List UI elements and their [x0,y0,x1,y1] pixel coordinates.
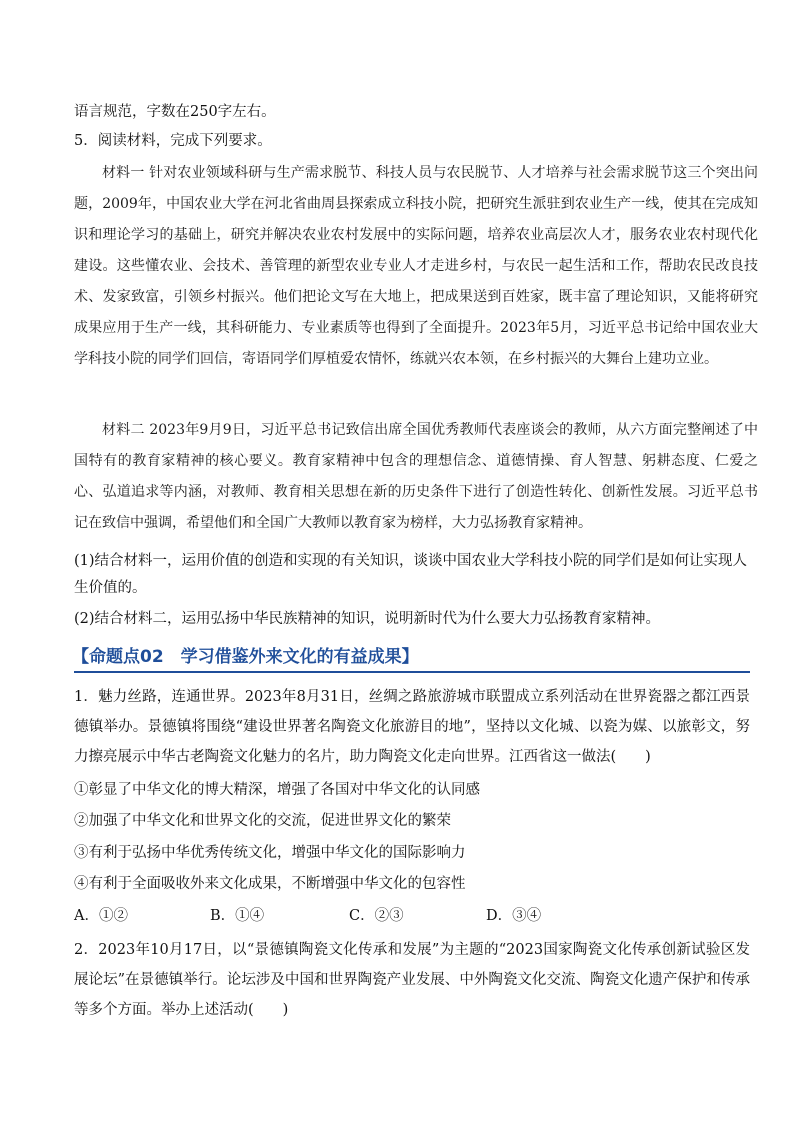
option-d[interactable]: D．③④ [486,908,542,924]
item-1-stem: 1．魅力丝路，连通世界。2023年8月31日，丝绸之路旅游城市联盟成立系列活动在世界瓷器之都江西景德镇举办。景德镇将围绕“建设世界著名陶瓷文化旅游目的地”，坚持以文化城、以瓷为媒、以旅彰文，努力擦亮展示中华古老陶瓷文化魅力的名片，助力陶瓷文化走向世界。江西省这一做法( ) [74,689,750,765]
material-one: 材料一 针对农业领域科研与生产需求脱节、科技人员与农民脱节、人才培养与社会需求脱节这三个突出问题，2009年，中国农业大学在河北省曲周县探索成立科技小院，把研究生派驻到农业生产一线，使其在完成知识和理论学习的基础上，研究并解决农业农村发展中的实际问题，培养农业高层次人才，服务农业农村现代化建设。这些懂农业、会技术、善管理的新型农业专业人才走进乡村，与农民一起生活和工作，帮助农民改良技术、发家致富，引领乡村振兴。他们把论文写在大地上，把成果送到百姓家，既丰富了理论知识，又能将研究成果应用于生产一线，其科研能力、专业素质等也得到了全面提升。2023年5月，习近平总书记给中国农业大学科技小院的同学们回信，寄语同学们厚植爱农情怀，练就兴农本领，在乡村振兴的大舞台上建功立业。 [74,165,758,367]
item-1-statement-4: ④有利于全面吸收外来文化成果，不断增强中华文化的包容性 [74,876,466,892]
option-c[interactable]: C．②③ [349,908,404,924]
item-1-statement-2: ②加强了中华文化和世界文化的交流，促进世界文化的繁荣 [74,813,451,829]
option-a[interactable]: A．①② [74,908,128,924]
question-5-part-2: (2)结合材料二，运用弘扬中华民族精神的知识，说明新时代为什么要大力弘扬教育家精神。 [74,611,661,627]
previous-question-tail: 语言规范，字数在250字左右。 [74,104,276,120]
item-1-statement-3: ③有利于弘扬中华优秀传统文化，增强中华文化的国际影响力 [74,845,466,861]
option-b[interactable]: B．①④ [210,908,265,924]
section-title: 【命题点02 学习借鉴外来文化的有益成果】 [72,647,419,667]
material-two: 材料二 2023年9月9日，习近平总书记致信出席全国优秀教师代表座谈会的教师，从六方面完整阐述了中国特有的教育家精神的核心要义。教育家精神中包含的理想信念、道德情操、育人智慧、躬耕态度、仁爱之心、弘道追求等内涵，对教师、教育相关思想在新的历史条件下进行了创造性转化、创新性发展。习近平总书记在致信中强调，希望他们和全国广大教师以教育家为榜样，大力弘扬教育家精神。 [74,422,758,531]
question-5-stem: 5．阅读材料，完成下列要求。 [74,133,272,149]
item-1-statement-1: ①彰显了中华文化的博大精深，增强了各国对中华文化的认同感 [74,782,480,798]
item-2-stem: 2．2023年10月17日，以“景德镇陶瓷文化传承和发展”为主题的“2023国家陶瓷文化传承创新试验区发展论坛”在景德镇举行。论坛涉及中国和世界陶瓷产业发展、中外陶瓷文化交流、陶瓷文化遗产保护和传承等多个方面。举办上述活动( ) [74,942,750,1018]
question-5-part-1-line-1: (1)结合材料一，运用价值的创造和实现的有关知识，谈谈中国农业大学科技小院的同学们是如何让实现人 [74,553,748,569]
section-divider [74,671,750,673]
question-5-part-1-line-2: 生价值的。 [74,580,147,596]
item-1-options [74,905,750,927]
